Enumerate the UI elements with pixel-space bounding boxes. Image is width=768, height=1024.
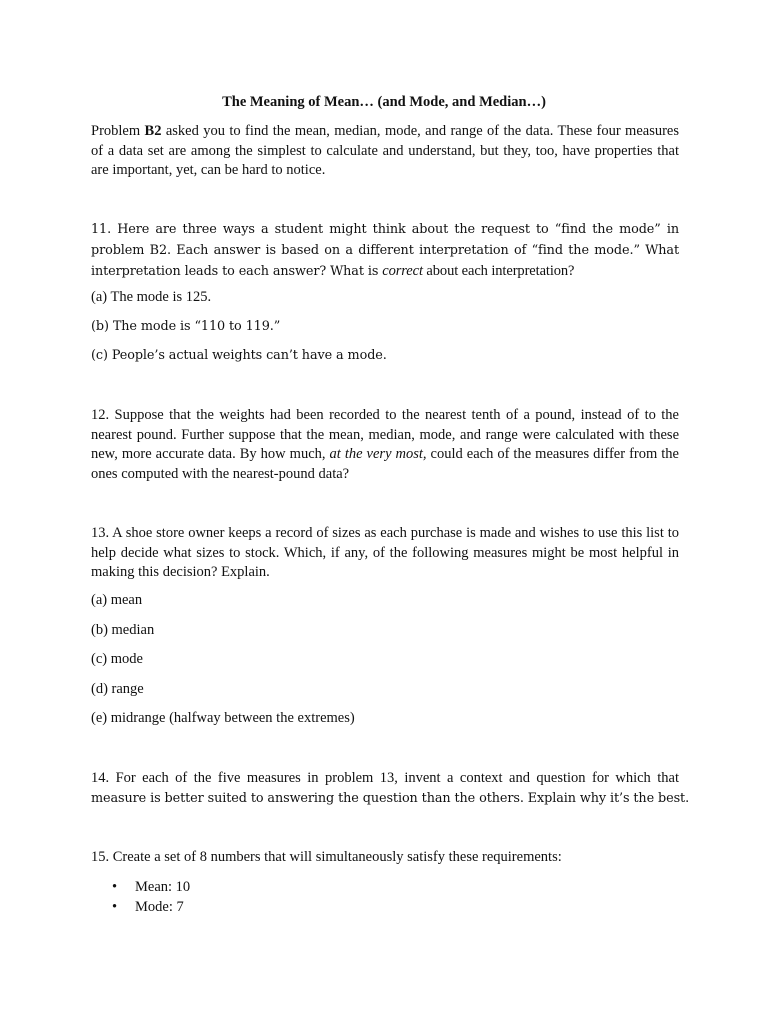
list-item	[112, 877, 190, 897]
q11-option-c: (c) People’s actual weights can’t have a mode.	[91, 348, 387, 363]
list-item	[112, 897, 190, 917]
intro-text-pre: Problem	[91, 123, 145, 139]
intro-text-post: asked you to find the mean, median, mode, and range of the data. These four measures of a data set are among the simplest to calculate and understand, but they, too, have properties that are important, yet, can be hard to notice.	[91, 123, 679, 178]
requirement-mode: Mode: 7	[135, 899, 184, 915]
question-15: 15. Create a set of 8 numbers that will simultaneously satisfy these requirements:	[91, 849, 562, 865]
question-13: 13. A shoe store owner keeps a record of sizes as each purchase is made and wishes to use this list to help decide what sizes to stock. Which, if any, of the following measures might be most helpful in making this decision? Explain.	[91, 525, 679, 580]
q11-text-post: about each interpretation?	[422, 263, 575, 279]
question-14-line-2: measure is better suited to answering the question than the others. Explain why it’s the best.	[91, 791, 690, 806]
q12-text-pre: 12. Suppose that the weights had been recorded to the nearest tenth of a pound, instead of to the nearest pound. Further suppose that the mean, median, mode, and range were calculated with these new, more accurate data. By how much,	[91, 407, 679, 462]
q11-option-b: (b) The mode is “110 to 119.”	[91, 319, 281, 334]
q12-text-post: could each of the measures differ from the ones computed with the nearest-pound data?	[91, 446, 679, 482]
q13-option-c: (c) mode	[91, 651, 143, 667]
q13-option-b: (b) median	[91, 622, 155, 638]
page-title: The Meaning of Mean… (and Mode, and Median…)	[222, 94, 546, 110]
q13-option-e: (e) midrange (halfway between the extremes)	[91, 710, 355, 726]
q12-emphasis: at the very most,	[329, 446, 427, 462]
q11-option-a: (a) The mode is 125.	[91, 289, 212, 305]
q11-text-pre: 11. Here are three ways a student might think about the request to “find the mode” in problem B2. Each answer is based on a different interpretation of “find the mode.” What interpretation leads to each answer? What is	[91, 222, 679, 279]
q11-emphasis: correct	[382, 263, 423, 279]
q13-option-d: (d) range	[91, 681, 144, 697]
requirement-mean: Mean: 10	[135, 879, 191, 895]
intro-problem-ref: B2	[144, 123, 162, 139]
bullet-icon: •	[112, 879, 118, 895]
question-14-line-1: 14. For each of the five measures in problem 13, invent a context and question for which that	[91, 770, 679, 786]
question-11	[91, 220, 679, 283]
intro-paragraph	[91, 122, 679, 181]
q15-requirements-list	[112, 877, 190, 917]
q13-option-a: (a) mean	[91, 592, 143, 608]
bullet-icon: •	[112, 899, 118, 915]
question-12	[91, 406, 679, 484]
